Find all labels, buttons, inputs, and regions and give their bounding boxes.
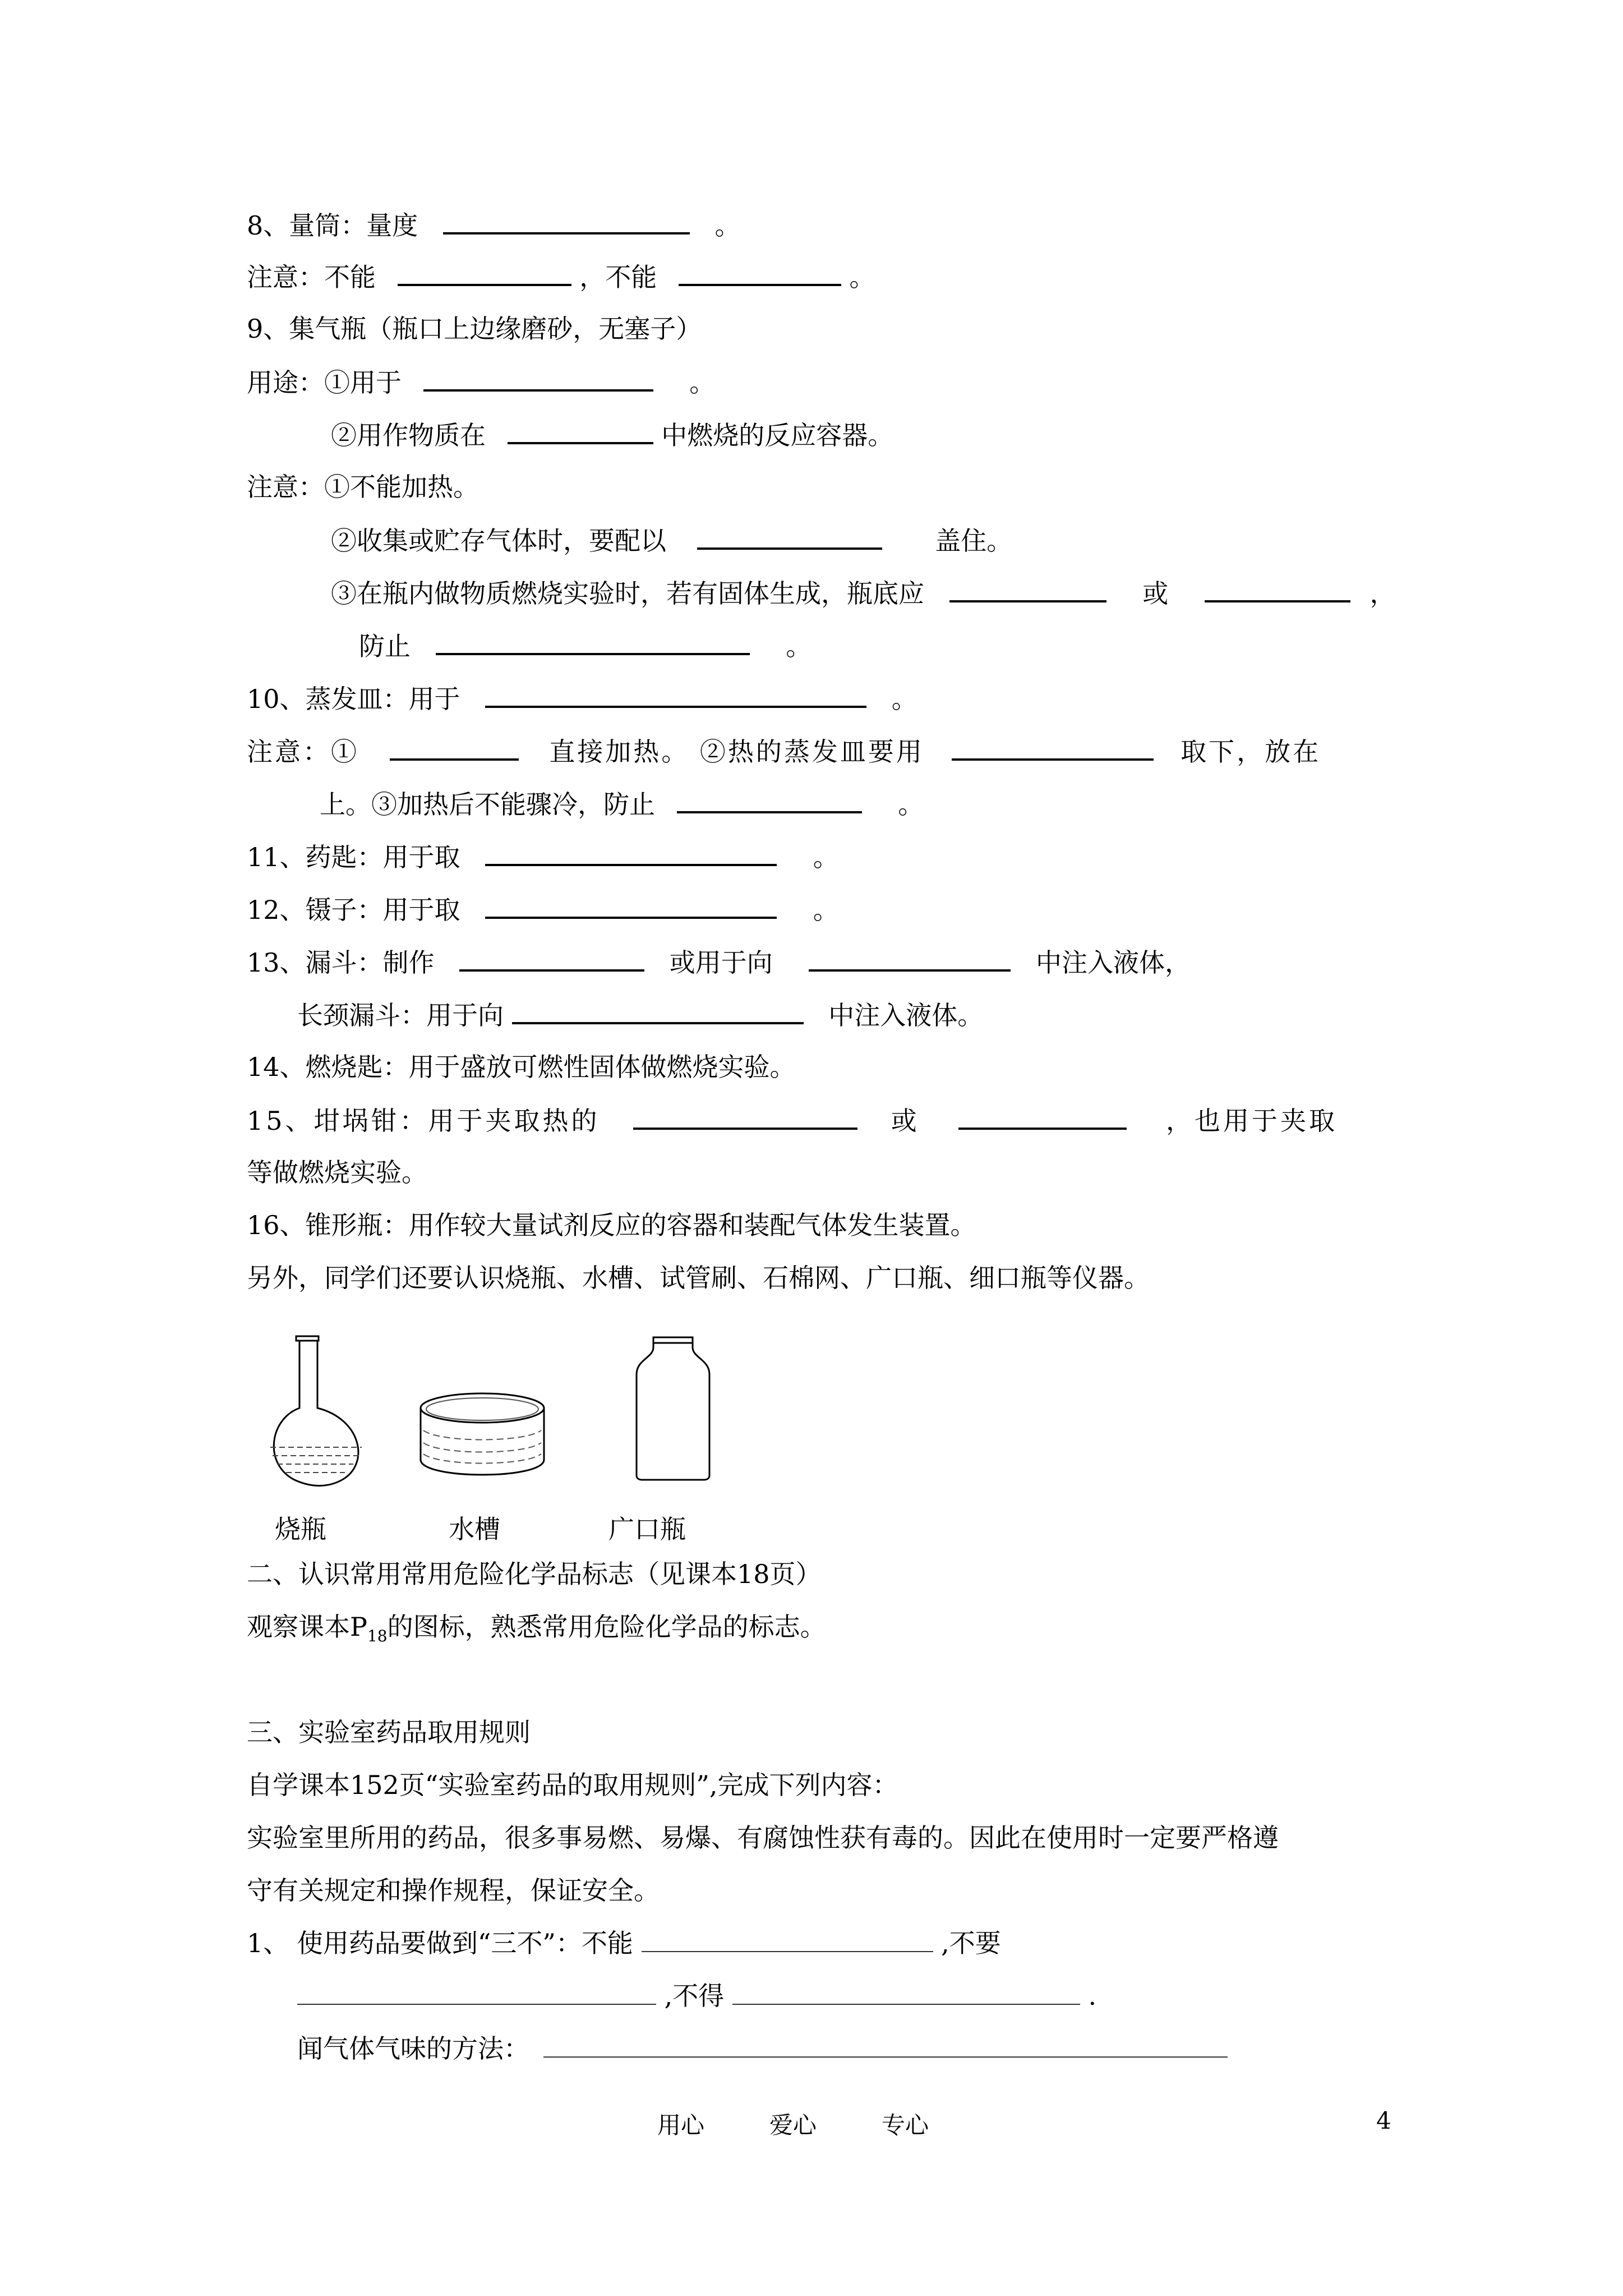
trough-inner-rim xyxy=(426,1398,538,1420)
blank[interactable] xyxy=(679,259,841,286)
item-10-note-1: 注意：① 直接加热。 ②热的蒸发皿要用 取下，放在 xyxy=(247,734,1321,767)
section-3-intro: 自学课本152页“实验室药品的取用规则”,完成下列内容： xyxy=(247,1770,898,1800)
wide-mouth-jar-figure xyxy=(634,1335,712,1481)
section-3-text-2: 守有关规定和操作规程，保证安全。 xyxy=(247,1875,660,1906)
footer-motto-3: 专心 xyxy=(882,2111,929,2139)
section-3-text-1: 实验室里所用的药品，很多事易燃、易爆、有腐蚀性获有毒的。因此在使用时一定要严格遵 xyxy=(247,1823,1279,1853)
item-14-line: 14、燃烧匙：用于盛放可燃性固体做燃烧实验。 xyxy=(247,1052,796,1082)
page-number: 4 xyxy=(1376,2107,1391,2134)
blank[interactable] xyxy=(677,786,862,813)
blank[interactable] xyxy=(508,417,653,444)
item-9-use-1: 用途：①用于 。 xyxy=(247,365,715,398)
blank[interactable] xyxy=(642,1926,933,1952)
blank[interactable] xyxy=(949,576,1106,602)
blank[interactable] xyxy=(485,892,777,919)
item-9-note-2: ②收集或贮存气体时，要配以 盖住。 xyxy=(331,523,1012,556)
flask-neck-rim xyxy=(296,1336,319,1341)
flask-caption: 烧瓶 xyxy=(275,1514,326,1544)
blank[interactable] xyxy=(459,945,644,972)
flask-liquid xyxy=(270,1447,362,1473)
trough-figure xyxy=(418,1391,547,1481)
blank[interactable] xyxy=(732,1979,1080,2005)
item-9-use-2: ②用作物质在 中燃烧的反应容器。 xyxy=(331,417,893,451)
trough-caption: 水槽 xyxy=(449,1514,500,1544)
blank[interactable] xyxy=(952,734,1154,761)
item-13-funnel: 长颈漏斗：用于向 中注入液体。 xyxy=(297,997,983,1031)
footer-motto-2: 爱心 xyxy=(769,2111,817,2139)
jar-body xyxy=(637,1337,709,1480)
item-9-title: 9、集气瓶（瓶口上边缘磨砂，无塞子） xyxy=(247,314,702,344)
item-9-note-1: 注意：①不能加热。 xyxy=(247,472,479,502)
item-16-line: 16、锥形瓶：用作较大量试剂反应的容器和装配气体发生装置。 xyxy=(247,1210,976,1240)
blank[interactable] xyxy=(390,734,519,761)
blank[interactable] xyxy=(436,628,750,655)
item-12-line: 12、镊子：用于取 。 xyxy=(247,892,839,926)
item-10-note-2: 上。③加热后不能骤冷，防止 。 xyxy=(320,786,924,820)
blank[interactable] xyxy=(958,1103,1127,1130)
section-2-heading: 二、认识常用常用危险化学品标志（见课本18页） xyxy=(247,1559,822,1589)
blank[interactable] xyxy=(697,523,882,550)
trough-water xyxy=(423,1430,541,1464)
item-9-note-3: ③在瓶内做物质燃烧实验时，若有固体生成，瓶底应 或 ， xyxy=(331,576,1396,609)
blank[interactable] xyxy=(512,997,804,1024)
flask-figure xyxy=(264,1335,370,1487)
blank[interactable] xyxy=(485,681,866,708)
item-8-note: 注意：不能 ，不能 。 xyxy=(247,259,875,293)
footer-motto-1: 用心 xyxy=(657,2111,705,2139)
section-3-smell-method: 闻气体气味的方法： xyxy=(297,2032,1228,2065)
blank[interactable] xyxy=(543,2032,1228,2058)
item-10-line: 10、蒸发皿：用于 。 xyxy=(247,681,917,715)
item-8-line: 8、量筒：量度 。 xyxy=(247,208,741,241)
item-9-note-4: 防止 。 xyxy=(359,628,811,662)
item-11-line: 11、药匙：用于取 。 xyxy=(247,839,839,873)
blank[interactable] xyxy=(398,259,571,286)
blank[interactable] xyxy=(1205,576,1350,602)
section-3-item-1-cont: ,不得 . xyxy=(297,1979,1096,2013)
item-13-line: 13、漏斗：制作 或用于向 中注入液体， xyxy=(247,945,1191,978)
item-15-cont: 等做燃烧实验。 xyxy=(247,1157,427,1188)
extra-apparatus-line: 另外，同学们还要认识烧瓶、水槽、试管刷、石棉网、广口瓶、细口瓶等仪器。 xyxy=(247,1263,1150,1293)
blank[interactable] xyxy=(809,945,1011,972)
jar-caption: 广口瓶 xyxy=(608,1514,686,1544)
item-15-line: 15、坩埚钳：用于夹取热的 或 ，也用于夹取 xyxy=(247,1103,1338,1137)
blank[interactable] xyxy=(297,1979,656,2005)
section-2-text: 观察课本$P_{18}$的图标，熟悉常用危险化学品的标志。 xyxy=(247,1612,826,1646)
blank[interactable] xyxy=(423,365,653,392)
section-3-item-1: 1、 使用药品要做到“三不”：不能 ,不要 xyxy=(247,1926,1001,1960)
blank[interactable] xyxy=(633,1103,857,1130)
blank[interactable] xyxy=(443,208,690,234)
blank[interactable] xyxy=(485,839,777,866)
section-3-heading: 三、实验室药品取用规则 xyxy=(247,1717,531,1747)
